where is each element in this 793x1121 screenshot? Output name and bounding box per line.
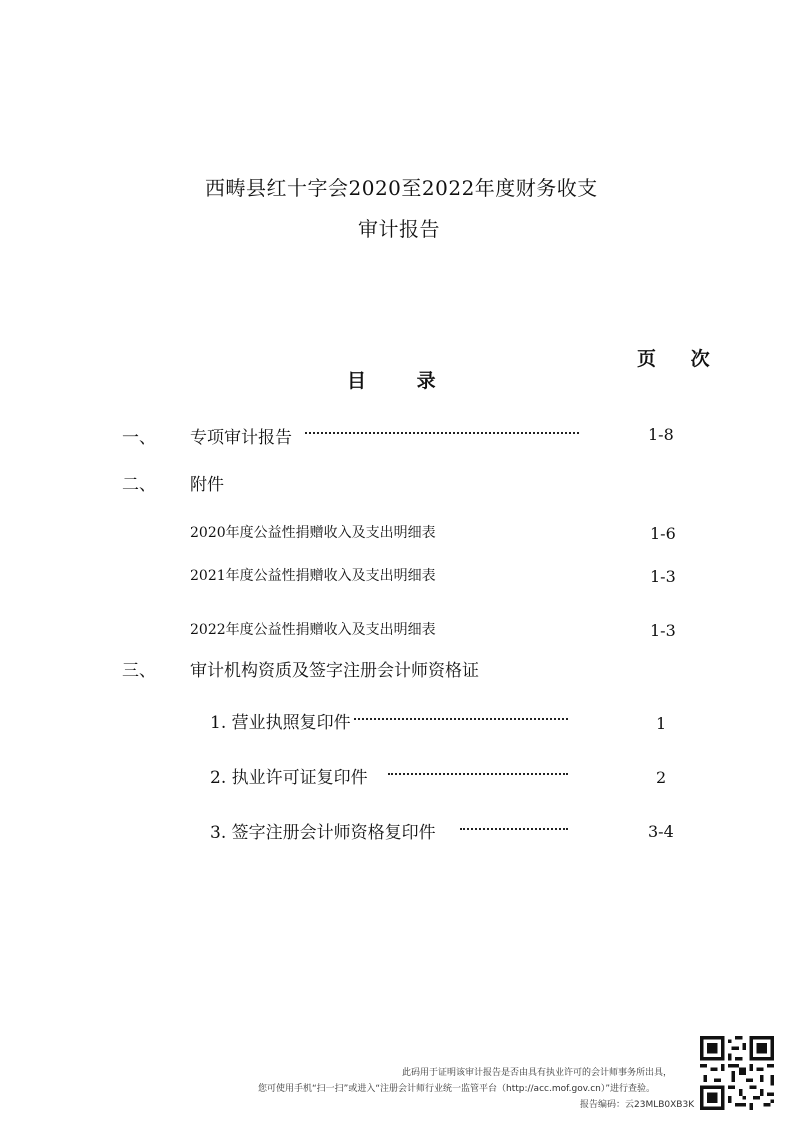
report-title-line2: 审计报告 — [358, 217, 440, 241]
page-column-header: 页 次 — [637, 348, 724, 370]
toc-header: 目 录 — [347, 370, 458, 392]
page-number: 1-8 — [648, 425, 674, 444]
dot-leader — [305, 432, 579, 434]
verify-note: 此码用于证明该审计报告是否由具有执业许可的会计师事务所出具， — [402, 1068, 673, 1078]
toc-entry-qualifications: 审计机构资质及签字注册会计师资格证 — [190, 661, 479, 681]
page-number: 1 — [656, 714, 667, 733]
toc-entry-2021-detail: 2021年度公益性捐赠收入及支出明细表 — [190, 568, 436, 584]
page-number: 1-3 — [650, 621, 676, 640]
scan-hint: 您可使用手机“扫一扫”或进入“注册会计师行业统一监管平台（http://acc.mof.gov.cn）”进行查验。 — [258, 1084, 656, 1094]
report-title-line1: 西畴县红十字会2020至2022年度财务收支 — [205, 176, 598, 200]
toc-entry-attachments: 附件 — [190, 475, 224, 495]
page-number: 3-4 — [648, 822, 674, 841]
page-number: 1-6 — [650, 524, 676, 543]
dot-leader — [388, 773, 568, 775]
toc-entry-2022-detail: 2022年度公益性捐赠收入及支出明细表 — [190, 622, 436, 638]
toc-entry-2020-detail: 2020年度公益性捐赠收入及支出明细表 — [190, 525, 436, 541]
dot-leader — [460, 828, 568, 830]
page-number: 2 — [656, 768, 667, 787]
toc-entry-practice-license: 2. 执业许可证复印件 — [210, 768, 368, 788]
toc-entry-audit-report: 专项审计报告 — [190, 428, 292, 448]
section-number: 三、 — [122, 661, 156, 681]
dot-leader — [354, 718, 568, 720]
toc-entry-cpa-qualification: 3. 签字注册会计师资格复印件 — [210, 823, 436, 843]
report-code: 报告编码：云23MLB0XB3K — [580, 1100, 695, 1110]
toc-entry-business-license: 1. 营业执照复印件 — [210, 713, 351, 733]
page-number: 1-3 — [650, 567, 676, 586]
section-number: 一、 — [122, 428, 156, 448]
qr-code-icon[interactable] — [700, 1036, 774, 1110]
section-number: 二、 — [122, 475, 156, 495]
